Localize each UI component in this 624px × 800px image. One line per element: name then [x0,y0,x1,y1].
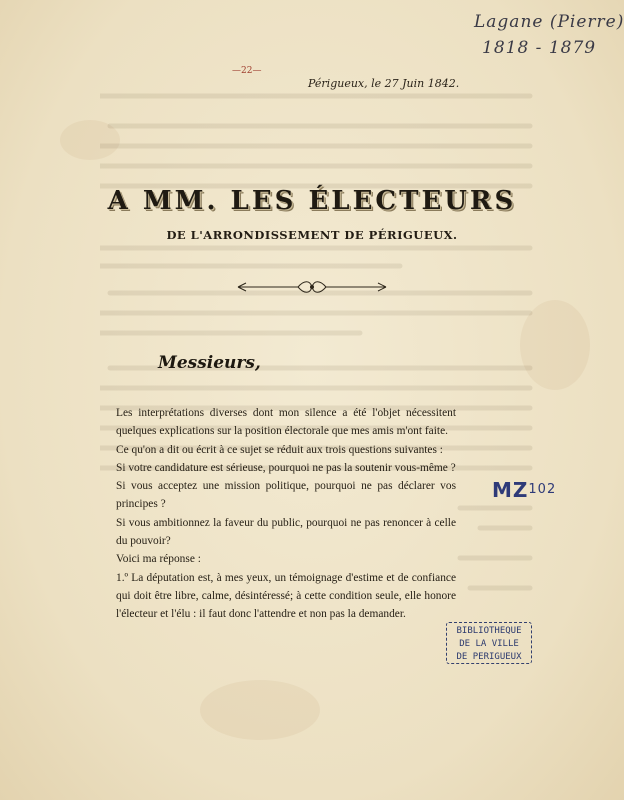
library-stamp [446,622,532,664]
paragraph: Si vous ambitionnez la faveur du public, pourquoi ne pas renoncer à celle du pouvoir? [116,516,456,548]
paragraph: Voici ma réponse : [116,553,201,566]
salutation: Messieurs, [158,353,261,373]
stamp-line: DE PERIGUEUX [456,652,522,662]
letter-body [116,404,456,624]
handwritten-name: Lagane (Pierre) [474,12,624,32]
call-number-digits: 102 [528,482,557,497]
call-number-letters: MZ [492,478,529,502]
paragraph: Les interprétations diverses dont mon silence a été l'objet nécessitent quelques explications sur la position électorale que mes amis m'ont faite. [116,407,456,438]
handwritten-dates: 1818 - 1879 [482,38,597,58]
call-number [492,478,556,502]
paragraph: Si vous acceptez une mission politique, pourquoi ne pas déclarer vos principes ? [116,480,456,511]
page-mark: —22— [232,66,262,76]
document-title: A MM. LES ÉLECTEURS [107,186,517,216]
dateline: Périgueux, le 27 Juin 1842. [308,77,460,90]
paragraph: Ce qu'on a dit ou écrit à ce sujet se réduit aux trois questions suivantes : [116,443,443,456]
paper-stain [200,680,320,740]
stamp-line: BIBLIOTHEQUE [456,626,522,636]
ornament-divider-icon [234,278,390,296]
stamp-line: DE LA VILLE [459,639,519,649]
document-subtitle: DE L'ARRONDISSEMENT DE PÉRIGUEUX. [166,228,458,242]
paragraph: Si votre candidature est sérieuse, pourquoi ne pas la soutenir vous-même ? [116,461,456,474]
paragraph: 1.º La députation est, à mes yeux, un témoignage d'estime et de confiance qui doit être libre, calme, désintéressé; à cette condition seule, elle honore l'électeur et l'élu : il faut donc l'attendre et non pas la demander. [116,571,456,621]
